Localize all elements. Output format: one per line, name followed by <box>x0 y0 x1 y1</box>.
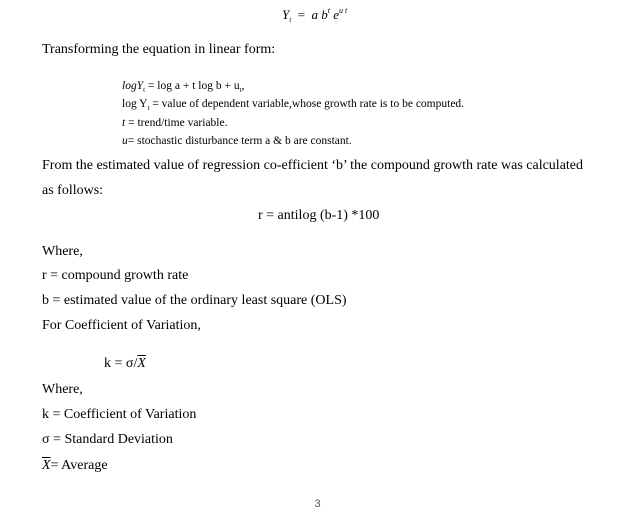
eq-t-sup: t <box>327 6 331 15</box>
eq-equals: = <box>297 7 306 22</box>
top-equation <box>282 2 347 29</box>
eq-y: Y <box>282 7 290 22</box>
k-definition: k = Coefficient of Variation <box>42 407 197 422</box>
eq-ut-sup: u t <box>339 6 348 15</box>
eq-ab: a b <box>311 7 328 22</box>
where-label-1: Where, <box>42 244 83 259</box>
def-line-4: u= stochastic disturbance term a & b are constant. <box>122 135 352 147</box>
eq-y-sub: t <box>289 16 292 24</box>
def-line-3: t = trend/time variable. <box>122 117 228 129</box>
eq-e: e <box>333 7 340 22</box>
sigma-definition: σ = Standard Deviation <box>42 432 173 447</box>
def-line-2: $\log Y_t$ = value of dependent variable,whose growth rate is to be computed. <box>122 98 465 112</box>
xbar-definition: $\overline{X}=$ Average <box>42 458 108 473</box>
def-line-1: logY$_t$ = log a + t $\log b + u_t$, <box>122 80 245 94</box>
formula-r: r = antilog (b-1) *100 <box>258 208 380 223</box>
b-definition: b = estimated value of the ordinary least square (OLS) <box>42 293 347 308</box>
para-estimated-line1: From the estimated value of regression co-efficient ‘b’ the compound growth rate was calculated <box>42 158 584 173</box>
page-number: 3 <box>314 498 321 510</box>
formula-k: $k = \sigma/\overline{X}$ <box>104 356 146 371</box>
where-label-2: Where, <box>42 382 83 397</box>
cv-heading: For Coefficient of Variation, <box>42 318 201 333</box>
para-estimated-line2: as follows: <box>42 183 104 198</box>
r-definition: r = compound growth rate <box>42 268 189 283</box>
para-transforming: Transforming the equation in linear form: <box>42 42 276 57</box>
